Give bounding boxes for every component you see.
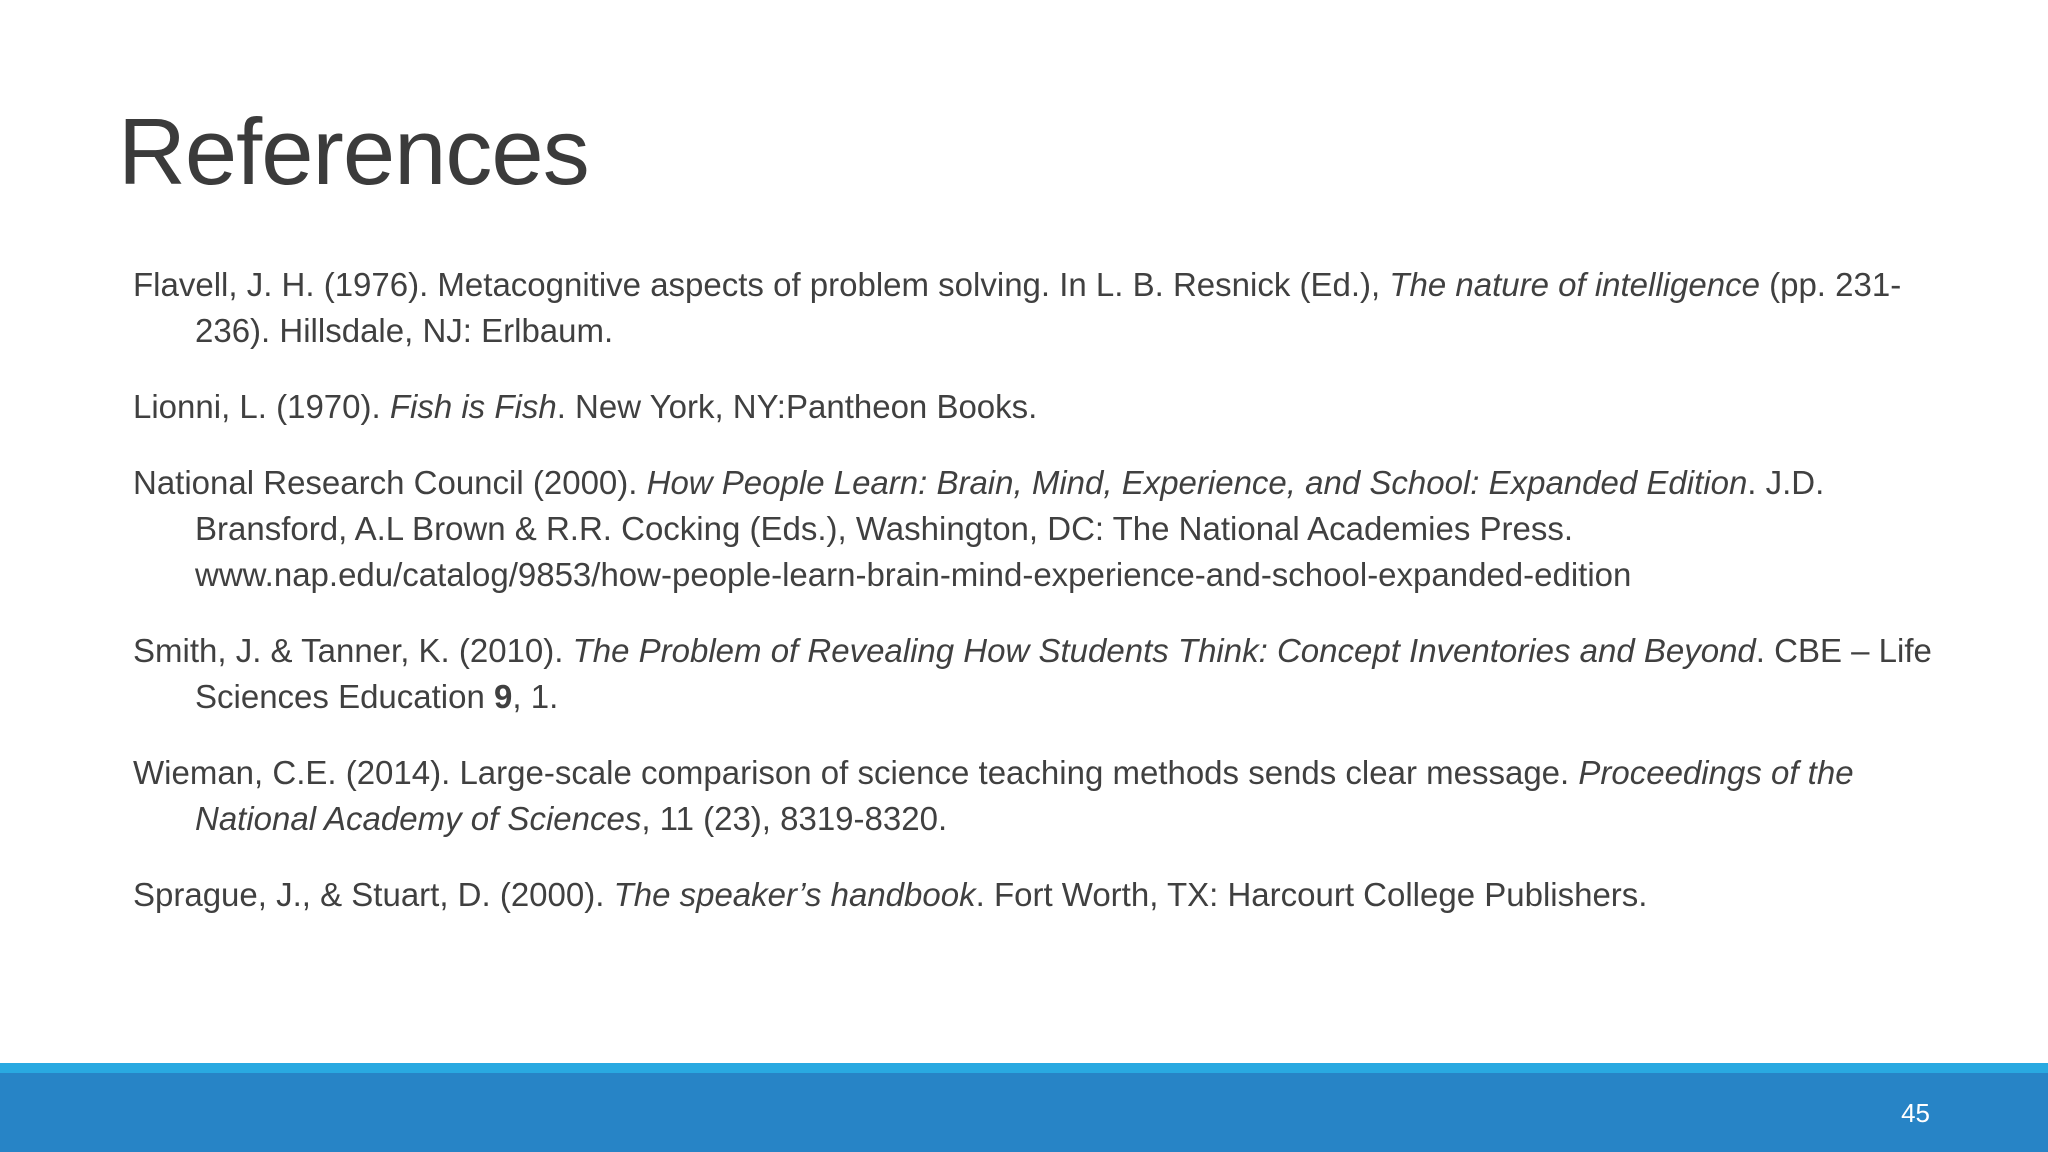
slide-title: References xyxy=(118,99,589,204)
reference-title: The speaker’s handbook xyxy=(613,876,976,913)
reference-title: The nature of intelligence xyxy=(1389,266,1760,303)
reference-text: . Fort Worth, TX: Harcourt College Publishers. xyxy=(975,876,1648,913)
reference-text: (pp. 231-236). Hillsdale, NJ: Erlbaum. xyxy=(195,266,1902,349)
reference-text: National Research Council (2000). xyxy=(133,464,647,501)
reference-text: . New York, NY:Pantheon Books. xyxy=(556,388,1038,425)
reference-item xyxy=(133,872,1933,918)
reference-text: Smith, J. & Tanner, K. (2010). xyxy=(133,632,573,669)
footer-accent-stripe xyxy=(0,1063,2048,1073)
reference-item xyxy=(133,628,1933,720)
reference-text: Wieman, C.E. (2014). Large-scale comparison of science teaching methods sends clear message. xyxy=(133,754,1579,791)
reference-text: Sprague, J., & Stuart, D. (2000). xyxy=(133,876,614,913)
reference-text: , 11 (23), 8319-8320. xyxy=(641,800,948,837)
reference-volume: 9 xyxy=(494,678,513,715)
reference-text: Flavell, J. H. (1976). Metacognitive aspects of problem solving. In L. B. Resnick (Ed.), xyxy=(133,266,1390,303)
reference-list xyxy=(133,262,1933,948)
reference-title: Fish is Fish xyxy=(389,388,557,425)
reference-text: . J.D. Bransford, A.L Brown & R.R. Cocking (Eds.), Washington, DC: The National Academies Press. www.nap.edu/catalog/9853/how-people-learn-brain-mind-experience-and-school-expanded-edition xyxy=(195,464,1825,593)
reference-title: How People Learn: Brain, Mind, Experience, and School: Expanded Edition xyxy=(646,464,1748,501)
reference-item xyxy=(133,750,1933,842)
reference-title: The Problem of Revealing How Students Think: Concept Inventories and Beyond xyxy=(572,632,1756,669)
page-number: 45 xyxy=(1901,1098,1930,1128)
reference-text: , 1. xyxy=(512,678,559,715)
reference-text: Lionni, L. (1970). xyxy=(133,388,390,425)
reference-item xyxy=(133,384,1933,430)
reference-text: . CBE – Life Sciences Education xyxy=(195,632,1932,715)
reference-title: Proceedings of the National Academy of Sciences xyxy=(195,754,1854,837)
reference-item xyxy=(133,262,1933,354)
reference-item xyxy=(133,460,1933,598)
footer-bar xyxy=(0,1073,2048,1152)
